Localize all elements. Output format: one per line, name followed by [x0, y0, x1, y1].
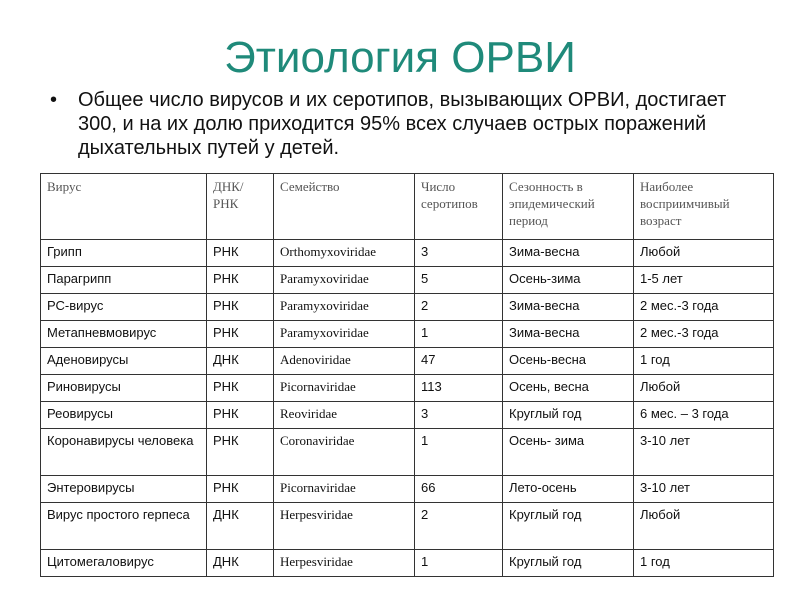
cell-virus: Аденовирусы [41, 348, 207, 375]
cell-serotypes: 3 [415, 402, 503, 429]
table-body [41, 240, 774, 577]
cell-age: Любой [634, 375, 774, 402]
header-family: Семейство [274, 174, 415, 240]
cell-family: Paramyxoviridae [274, 267, 415, 294]
cell-virus: РС-вирус [41, 294, 207, 321]
header-seasonality: Сезонность в эпидемический период [503, 174, 634, 240]
table-row [41, 267, 774, 294]
bullet-marker: • [50, 89, 58, 111]
cell-nucleic-acid: РНК [207, 321, 274, 348]
cell-age: 3-10 лет [634, 429, 774, 476]
cell-age: Любой [634, 503, 774, 550]
cell-serotypes: 2 [415, 503, 503, 550]
cell-seasonality: Зима-весна [503, 294, 634, 321]
cell-seasonality: Осень, весна [503, 375, 634, 402]
header-virus: Вирус [41, 174, 207, 240]
cell-age: 1 год [634, 550, 774, 577]
table-row [41, 402, 774, 429]
cell-seasonality: Круглый год [503, 550, 634, 577]
cell-family: Picornaviridae [274, 476, 415, 503]
table-row [41, 321, 774, 348]
cell-virus: Метапневмовирус [41, 321, 207, 348]
cell-virus: Риновирусы [41, 375, 207, 402]
cell-seasonality: Осень-весна [503, 348, 634, 375]
cell-serotypes: 3 [415, 240, 503, 267]
intro-bullet [50, 88, 750, 160]
header-age: Наиболее восприимчивый возраст [634, 174, 774, 240]
header-row [41, 174, 774, 240]
cell-serotypes: 1 [415, 429, 503, 476]
cell-nucleic-acid: РНК [207, 476, 274, 503]
cell-virus: Парагрипп [41, 267, 207, 294]
cell-virus: Цитомегаловирус [41, 550, 207, 577]
cell-seasonality: Зима-весна [503, 321, 634, 348]
cell-serotypes: 2 [415, 294, 503, 321]
cell-seasonality: Осень-зима [503, 267, 634, 294]
cell-nucleic-acid: РНК [207, 294, 274, 321]
cell-serotypes: 113 [415, 375, 503, 402]
table-row [41, 476, 774, 503]
cell-family: Reoviridae [274, 402, 415, 429]
cell-family: Orthomyxoviridae [274, 240, 415, 267]
page-title: Этиология ОРВИ [224, 33, 576, 82]
cell-family: Adenoviridae [274, 348, 415, 375]
cell-seasonality: Осень- зима [503, 429, 634, 476]
cell-virus: Реовирусы [41, 402, 207, 429]
cell-serotypes: 47 [415, 348, 503, 375]
cell-seasonality: Круглый год [503, 503, 634, 550]
cell-serotypes: 1 [415, 321, 503, 348]
cell-family: Paramyxoviridae [274, 294, 415, 321]
intro-text: Общее число вирусов и их серотипов, вызывающих ОРВИ, достигает 300, и на их долю приходится 95% всех случаев острых поражений дыхательных путей у детей. [78, 89, 727, 159]
cell-seasonality: Лето-осень [503, 476, 634, 503]
cell-nucleic-acid: РНК [207, 240, 274, 267]
cell-nucleic-acid: ДНК [207, 503, 274, 550]
cell-serotypes: 5 [415, 267, 503, 294]
cell-nucleic-acid: РНК [207, 429, 274, 476]
cell-family: Herpesviridae [274, 503, 415, 550]
cell-nucleic-acid: ДНК [207, 348, 274, 375]
cell-age: 1 год [634, 348, 774, 375]
cell-family: Picornaviridae [274, 375, 415, 402]
cell-virus: Вирус простого герпеса [41, 503, 207, 550]
etiology-table [40, 173, 774, 577]
cell-family: Paramyxoviridae [274, 321, 415, 348]
header-nucleic-acid: ДНК/ РНК [207, 174, 274, 240]
cell-virus: Коронавирусы человека [41, 429, 207, 476]
cell-age: 3-10 лет [634, 476, 774, 503]
cell-nucleic-acid: ДНК [207, 550, 274, 577]
table-row [41, 240, 774, 267]
cell-virus: Энтеровирусы [41, 476, 207, 503]
table-row [41, 294, 774, 321]
table-row [41, 503, 774, 550]
table-row [41, 375, 774, 402]
cell-serotypes: 66 [415, 476, 503, 503]
cell-nucleic-acid: РНК [207, 402, 274, 429]
cell-age: 1-5 лет [634, 267, 774, 294]
cell-seasonality: Зима-весна [503, 240, 634, 267]
cell-seasonality: Круглый год [503, 402, 634, 429]
table-row [41, 348, 774, 375]
table-header [41, 174, 774, 240]
cell-nucleic-acid: РНК [207, 375, 274, 402]
cell-age: Любой [634, 240, 774, 267]
header-serotypes: Число серотипов [415, 174, 503, 240]
cell-family: Coronaviridae [274, 429, 415, 476]
cell-age: 2 мес.-3 года [634, 294, 774, 321]
cell-age: 2 мес.-3 года [634, 321, 774, 348]
cell-serotypes: 1 [415, 550, 503, 577]
table-row [41, 550, 774, 577]
cell-age: 6 мес. – 3 года [634, 402, 774, 429]
cell-virus: Грипп [41, 240, 207, 267]
cell-family: Herpesviridae [274, 550, 415, 577]
cell-nucleic-acid: РНК [207, 267, 274, 294]
table-row [41, 429, 774, 476]
